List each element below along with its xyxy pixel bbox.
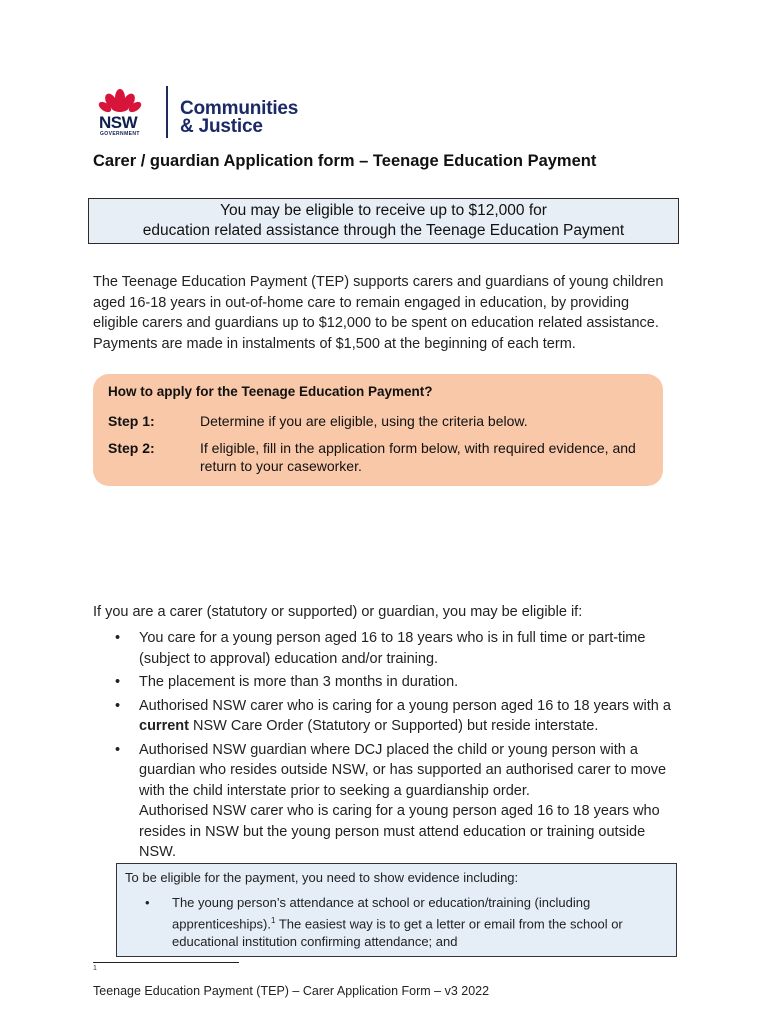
step-1 [108,412,648,432]
evidence-bullet-icon: • [145,895,150,910]
intro-paragraph: The Teenage Education Payment (TEP) supports carers and guardians of young children aged 16-18 years in out-of-home care to remain engaged in education, by providing eligible carers and guardians up to $12,000 to be spent on education related assistance. Payments are made in instalments of $1,500 at the beginning of each term. [93,274,664,352]
evidence-box [116,863,677,957]
interstate-education-note: Authorised NSW carer who is caring for a young person aged 16 to 18 years who resides in NSW but the young person must attend education or training outside NSW. [139,803,660,860]
evidence-lead: To be eligible for the payment, you need to show evidence including: [125,870,519,885]
list-item: • You care for a young person aged 16 to 18 years who is in full time or part-time (subject to approval) education and/or training. [115,630,646,667]
list-item: • The placement is more than 3 months in duration. [115,674,459,690]
logo-government-text: GOVERNMENT [100,131,140,137]
banner-line-1: You may be eligible to receive up to $12,000 for [220,202,547,219]
logo-line-2: & Justice [180,116,263,137]
logo-communities-justice [180,100,298,136]
footnote-mark: 1 [93,965,97,972]
step-1-label: Step 1: [108,413,155,429]
eligibility-banner [88,198,679,244]
current-emphasis: current [139,718,189,734]
step-2 [108,439,648,479]
list-item: • Authorised NSW carer who is caring for a young person aged 16 to 18 years with a current NSW Care Order (Statutory or Supported) but reside interstate. [115,697,671,734]
step-1-text: Determine if you are eligible, using the criteria below. [200,413,528,429]
eligibility-list [113,628,678,804]
footnote-divider [93,962,239,963]
page-footer: Teenage Education Payment (TEP) – Carer Application Form – v3 2022 [93,984,490,998]
evidence-item: The young person’s attendance at school or education/training (including apprenticeships).$^1$ The easiest way is to get a letter or email from the school or educational institution confirming attendance; and [172,895,623,950]
how-to-apply-box [93,374,663,486]
logo-divider [166,86,168,138]
logo-nsw-text: NSW [99,113,138,132]
step-2-text: If eligible, fill in the application form below, with required evidence, and return to your caseworker. [200,440,636,474]
eligibility-lead: If you are a carer (statutory or supported) or guardian, you may be eligible if: [93,604,583,620]
step-2-label: Step 2: [108,440,155,456]
logo-line-1: Communities [180,98,299,119]
banner-line-2: education related assistance through the Teenage Education Payment [142,222,625,239]
page-title: Carer / guardian Application form – Teenage Education Payment [93,152,597,170]
footnote-ref[interactable]: 1 [271,916,276,925]
list-item: • Authorised NSW guardian where DCJ placed the child or young person with a guardian who resides outside NSW, or has supported an authorised carer to move with the child interstate prior to seeking a guardianship order. [115,741,667,799]
how-to-apply-heading: How to apply for the Teenage Education Payment? [108,384,433,399]
